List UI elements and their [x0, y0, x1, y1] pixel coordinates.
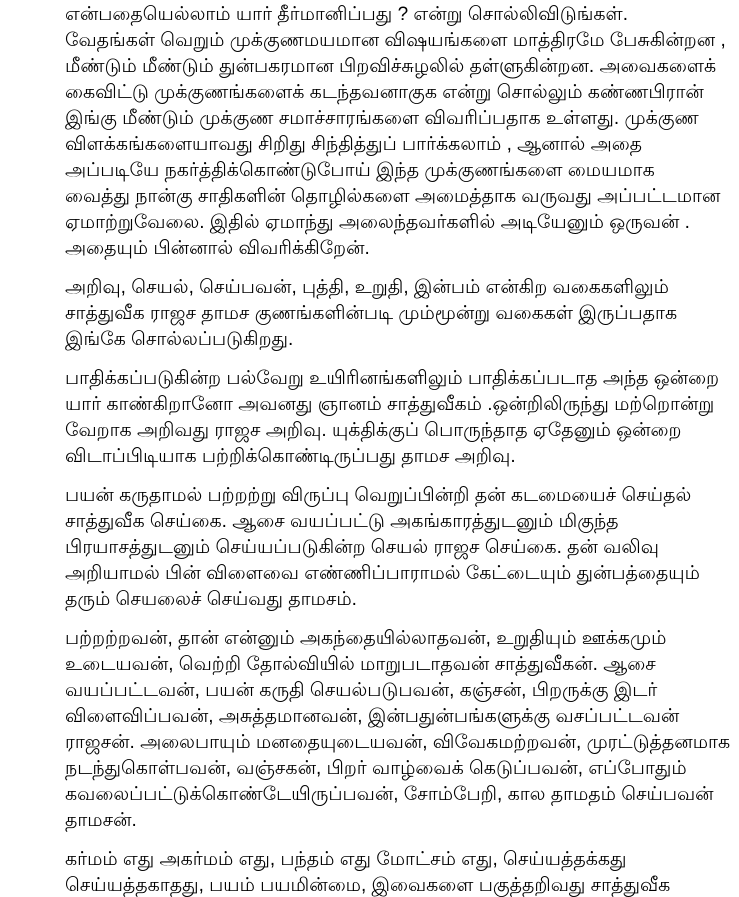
paragraph	[65, 275, 689, 353]
paragraph	[65, 626, 731, 834]
text-line: உடையவன், வெற்றி தோல்வியில் மாறுபடாதவன் சாத்துவீகன். ஆசை	[65, 654, 656, 675]
text-line: விளக்கங்களையாவது சிறிது சிந்தித்துப் பார்க்கலாம் , ஆனால் அதை	[65, 134, 643, 155]
text-line: தரும் செயலைச் செய்வது தாமசம்.	[65, 589, 357, 610]
text-line: என்பதையெல்லாம் யார் தீர்மானிப்பது ? என்று சொல்லிவிடுங்கள்.	[65, 4, 628, 25]
text-line: நடந்துகொள்பவன், வஞ்சகன், பிறர் வாழ்வைக் கெடுப்பவன், எப்போதும்	[65, 758, 687, 779]
text-line: இங்கே சொல்லப்படுகிறது.	[65, 329, 294, 350]
text-line: மீண்டும் மீண்டும் துன்பகரமான பிறவிச்சுழலில் தள்ளுகின்றன. அவைகளைக்	[65, 56, 717, 77]
text-line: விளைவிப்பவன், அசுத்தமானவன், இன்பதுன்பங்களுக்கு வசப்பட்டவன்	[65, 706, 680, 727]
text-line: செய்யத்தகாதது, பயம் பயமின்மை, இவைகளை பகுத்தறிவது சாத்துவீக	[65, 875, 671, 896]
text-line: வயப்பட்டவன், பயன் கருதி செயல்படுபவன், கஞ்சன், பிறருக்கு இடர்	[65, 680, 658, 701]
text-line: கவலைப்பட்டுக்கொண்டேயிருப்பவன், சோம்பேறி, கால தாமதம் செய்பவன்	[65, 784, 714, 805]
text-line: பிரயாசத்துடனும் செய்யப்படுகின்ற செயல் ராஜச செய்கை. தன் வலிவு	[65, 537, 659, 558]
text-line: சாத்துவீக ராஜச தாமச குணங்களின்படி மும்மூன்று வகைகள் இருப்பதாக	[65, 303, 678, 324]
text-line: கர்மம் எது அகர்மம் எது, பந்தம் எது மோட்சம் எது, செய்யத்தக்கது	[65, 849, 627, 870]
text-line: வைத்து நான்கு சாதிகளின் தொழில்களை அமைத்தாக வருவது அப்பட்டமான	[65, 186, 721, 207]
text-line: யார் காண்கிறானோ அவனது ஞானம் சாத்துவீகம் .ஒன்றிலிருந்து மற்றொன்று	[65, 394, 715, 415]
text-line: சாத்துவீக செய்கை. ஆசை வயப்பட்டு அகங்காரத்துடனும் மிகுந்த	[65, 511, 619, 532]
text-line: பாதிக்கப்படுகின்ற பல்வேறு உயிரினங்களிலும் பாதிக்கப்படாத அந்த ஒன்றை	[65, 368, 720, 389]
paragraph	[65, 847, 689, 897]
text-line: அப்படியே நகர்த்திக்கொண்டுபோய் இந்த முக்குணங்களை மையமாக	[65, 160, 655, 181]
paragraph	[65, 483, 700, 613]
text-line: கைவிட்டு முக்குணங்களைக் கடந்தவனாகுக என்று சொல்லும் கண்ணபிரான்	[65, 82, 704, 103]
text-line: ராஜசன். அலைபாயும் மனதையுடையவன், விவேகமற்றவன், முரட்டுத்தனமாக	[65, 732, 731, 753]
text-line: அறிவு, செயல், செய்பவன், புத்தி, உறுதி, இன்பம் என்கிற வகைகளிலும்	[65, 277, 669, 298]
paragraph	[65, 366, 720, 470]
text-line: விடாப்பிடியாக பற்றிக்கொண்டிருப்பது தாமச அறிவு.	[65, 446, 516, 467]
text-line: ஏமாற்றுவேலை. இதில் ஏமாந்து அலைந்தவர்களில் அடியேனும் ஒருவன் .	[65, 212, 690, 233]
text-line: இங்கு மீண்டும் முக்குண சமாச்சாரங்களை விவரிப்பதாக உள்ளது. முக்குண	[65, 108, 699, 129]
text-line: பயன் கருதாமல் பற்றற்று விருப்பு வெறுப்பின்றி தன் கடமையைச் செய்தல்	[65, 485, 692, 506]
text-line: பற்றற்றவன், தான் என்னும் அகந்தையில்லாதவன், உறுதியும் ஊக்கமும்	[65, 628, 667, 649]
text-line: அறியாமல் பின் விளைவை எண்ணிப்பாராமல் கேட்டையும் துன்பத்தையும்	[65, 563, 700, 584]
text-line: தாமசன்.	[65, 810, 137, 831]
text-line: வேறாக அறிவது ராஜச அறிவு. யுக்திக்குப் பொருந்தாத ஏதேனும் ஒன்றை	[65, 420, 682, 441]
text-line: அதையும் பின்னால் விவரிக்கிறேன்.	[65, 238, 370, 259]
paragraph	[65, 2, 726, 262]
text-line: வேதங்கள் வெறும் முக்குணமயமான விஷயங்களை மாத்திரமே பேசுகின்றன ,	[65, 30, 726, 51]
